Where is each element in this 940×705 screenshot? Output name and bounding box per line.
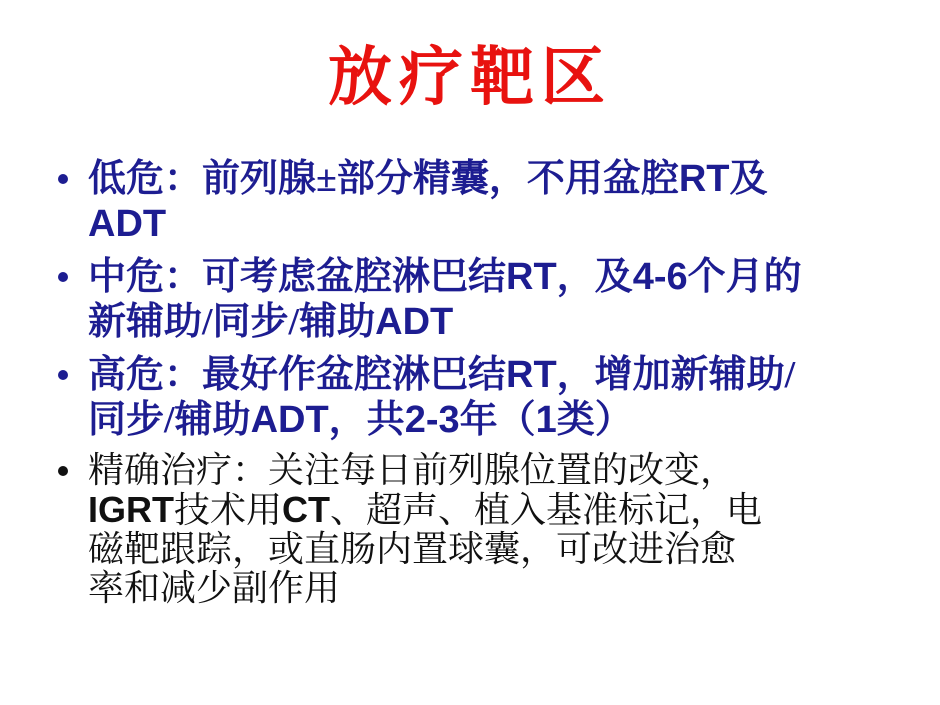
text-segment: ，共	[328, 399, 405, 442]
bullet-dot-icon	[58, 466, 68, 476]
bullet-text-high-risk	[88, 353, 902, 443]
text-segment-latin: 2-3	[404, 399, 460, 442]
text-segment: 个月的	[687, 256, 802, 299]
text-segment-latin: ADT	[375, 301, 454, 344]
text-line	[88, 202, 902, 247]
text-segment: 同步/辅助	[88, 399, 251, 442]
text-segment: 及	[729, 158, 768, 201]
bullet-item-high-risk	[58, 353, 902, 443]
text-segment-latin: RT	[678, 158, 730, 201]
text-line	[88, 490, 902, 530]
text-line	[88, 530, 902, 569]
text-line	[88, 300, 902, 345]
text-segment-latin: 1	[535, 399, 557, 442]
text-segment-latin: ADT	[250, 399, 329, 442]
bullet-dot-icon	[58, 174, 68, 184]
bullet-text-precision-therapy	[88, 451, 902, 608]
bullet-text-low-risk	[88, 157, 902, 247]
text-segment: ，增加新辅助/	[556, 354, 796, 397]
text-segment: 新辅助/同步/辅助	[88, 301, 376, 344]
text-segment: 磁靶跟踪，或直肠内置球囊，可改进治愈	[88, 529, 737, 570]
text-segment-latin: 4-6	[632, 256, 688, 299]
slide-title: 放疗靶区	[328, 42, 612, 113]
text-line	[88, 353, 902, 398]
bullet-item-intermediate-risk	[58, 255, 902, 345]
text-segment: 中危：可考虑盆腔淋巴结	[88, 256, 507, 299]
bullet-dot-icon	[58, 370, 68, 380]
text-segment: ，及	[556, 256, 633, 299]
text-line	[88, 569, 902, 608]
text-segment-latin: ADT	[88, 203, 167, 246]
text-segment-latin: RT	[506, 256, 557, 299]
text-segment-latin: IGRT	[88, 489, 174, 531]
text-segment: 、超声、植入基准标记，电	[330, 490, 763, 531]
bullet-list	[0, 157, 940, 608]
text-segment: 高危：最好作盆腔淋巴结	[88, 354, 507, 397]
text-segment: 精确治疗：关注每日前列腺位置的改变，	[88, 450, 737, 491]
text-line	[88, 451, 902, 490]
text-segment: 率和减少副作用	[88, 568, 341, 609]
bullet-text-intermediate-risk	[88, 255, 902, 345]
text-segment-latin: CT	[282, 489, 331, 531]
text-segment: 低危：前列腺±部分精囊，不用盆腔	[88, 158, 679, 201]
text-segment: 技术用	[174, 490, 283, 531]
text-line	[88, 157, 902, 202]
text-segment-latin: RT	[506, 354, 557, 397]
bullet-item-precision-therapy	[58, 451, 902, 608]
text-line	[88, 398, 902, 443]
bullet-item-low-risk	[58, 157, 902, 247]
text-segment: 年（	[459, 399, 536, 442]
text-line	[88, 255, 902, 300]
text-segment: 类）	[556, 399, 633, 442]
bullet-dot-icon	[58, 272, 68, 282]
